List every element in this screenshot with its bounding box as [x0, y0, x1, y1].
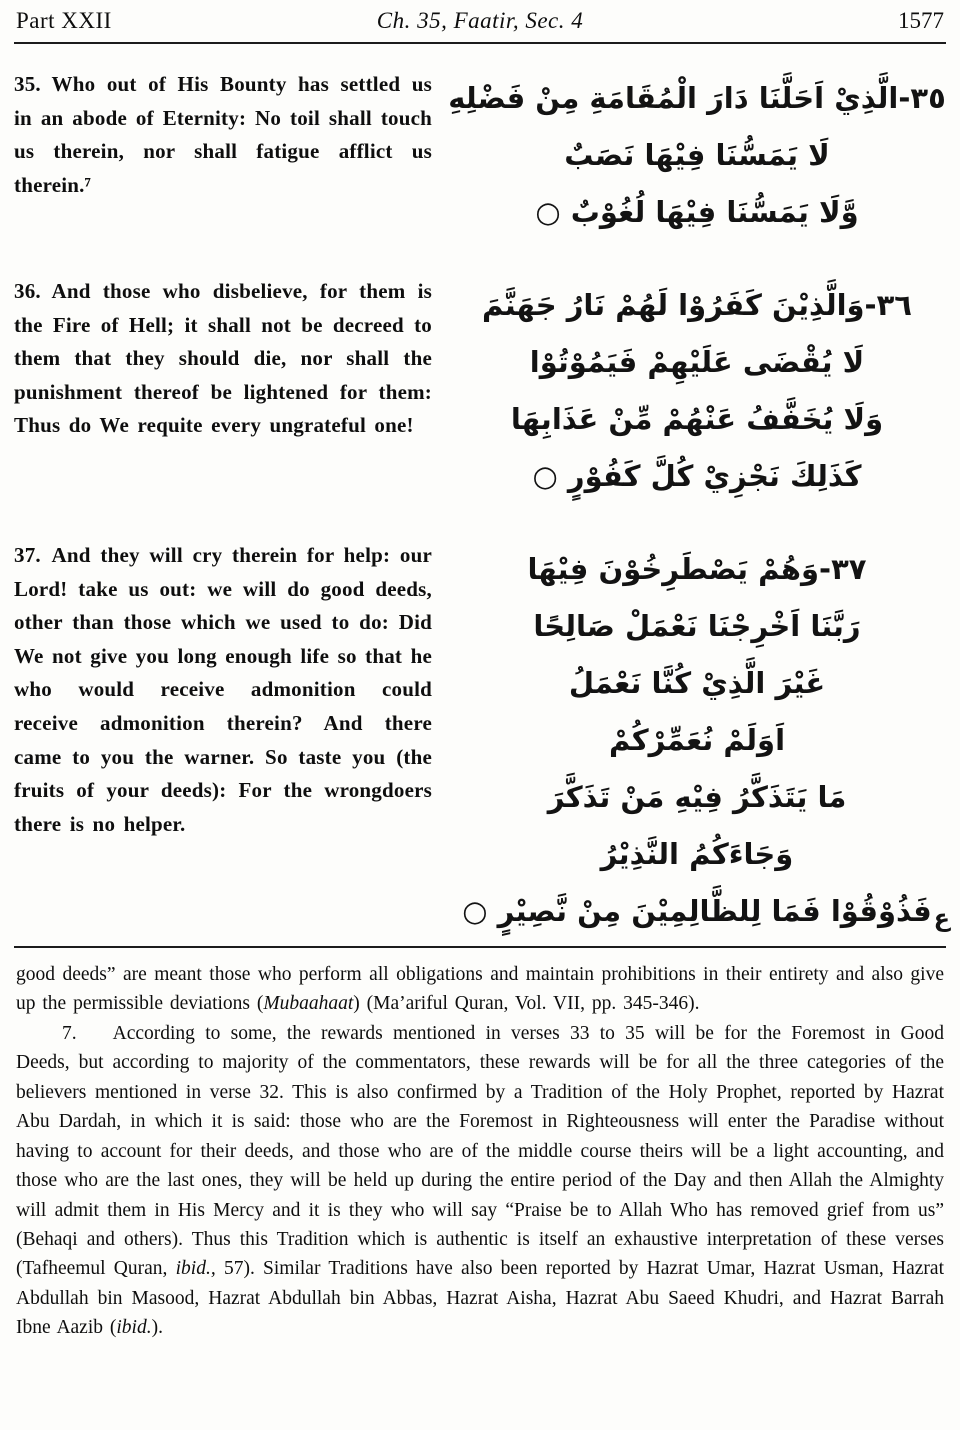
verse-37-translation: 37. And they will cry therein for help: our Lord! take us out: we will do good deeds, other than those which we used to do: Did We not give you long enough life so that he who would receive admonition could receive admonition therein? And there came to you the warner. So taste you (the fruits of your deeds): For the wrongdoers there is no helper. — [14, 543, 432, 836]
arabic-line: لَا يُقْضَى عَلَيْهِمْ فَيَمُوْتُوْا — [529, 345, 865, 379]
page-number: 1577 — [898, 8, 944, 33]
verse-36-translation: 36. And those who disbelieve, for them is the Fire of Hell; it shall not be decreed to them that they should die, nor shall the punishment thereof be lightened for them: Thus do We requite every ungrateful one! — [14, 279, 432, 438]
footnote-continuation: good deeds” are meant those who perform all obligations and maintain prohibitions in their entirety and also give up the permissible deviations (Mubaahaat) (Ma’ariful Quran, Vol. VII, pp. 345-346). — [16, 964, 944, 1015]
arabic-line: ٣٦-وَالَّذِيْنَ كَفَرُوْا لَهُمْ نَارُ جَهَنَّمَ — [481, 288, 913, 322]
verse-35 — [14, 68, 946, 241]
arabic-line: وَلَا يُخَفَّفُ عَنْهُمْ مِّنْ عَذَابِهَا — [510, 402, 884, 436]
arabic-line: كَذَلِكَ نَجْزِيْ كُلَّ كَفُوْرٍ ○ — [532, 459, 862, 493]
arabic-line: وَجَاءَكُمُ النَّذِيْرُ — [600, 837, 794, 871]
part-label: Part XXII — [16, 8, 112, 33]
footnote-number: 7. — [62, 1022, 77, 1044]
arabic-line: فَذُوْقُوْا فَمَا لِلظَّالِمِيْنَ مِنْ نَّصِيْرٍ ○ — [462, 894, 932, 928]
ruku-marker: ع — [933, 904, 950, 932]
page-header — [14, 4, 946, 42]
footnote-7-text: According to some, the rewards mentioned in verses 33 to 35 will be for the Foremost in Good Deeds, but according to majority of the commentators, these rewards will be for all the three categories of the believers mentioned in verse 32. This is also confirmed by a Tradition of the Holy Prophet, reported by Hazrat Abu Dardah, in which it is said: those who are the Foremost in Righteousness will enter the Paradise without having to account for their deeds, and those who are of the middle course theirs will be a light accounting, and those who are the last ones, they will be held up during the entire period of the Day and then Allah the Almighty will admit them in His Mercy and it is they who will say “Praise be to Allah Who has removed grief from us” (Behaqi and others). Thus this Tradition which is authentic is itself an exhaustive interpretation of these verses (Tafheemul Quran, ibid., 57). Similar Traditions have also been reported by Hazrat Umar, Hazrat Usman, Hazrat Abdullah bin Masood, Hazrat Abdullah bin Abbas, Hazrat Aisha, Hazrat Abu Saeed Khudri, and Hazrat Barrah Ibne Aazib (ibid.). — [16, 1022, 944, 1339]
arabic-line: لَا يَمَسُّنَا فِيْهَا نَصَبٌ — [564, 138, 830, 172]
chapter-label: Ch. 35, Faatir, Sec. 4 — [376, 8, 584, 33]
footnote-7 — [16, 1019, 944, 1343]
arabic-line: ٣٧-وَهُمْ يَصْطَرِخُوْنَ فِيْهَا — [527, 552, 867, 586]
arabic-line: مَا يَتَذَكَّرُ فِيْهِ مَنْ تَذَكَّرَ — [547, 780, 847, 814]
arabic-line: رَبَّنَا اَخْرِجْنَا نَعْمَلْ صَالِحًا — [533, 609, 861, 643]
arabic-line: اَوَلَمْ نُعَمِّرْكُمْ — [608, 723, 786, 757]
footnotes-section — [14, 948, 946, 1343]
arabic-line: ٣٥-الَّذِيْ اَحَلَّنَا دَارَ الْمُقَامَةِ مِنْ فَضْلِهِ — [448, 81, 946, 115]
verses-section — [14, 44, 950, 946]
verse-35-arabic — [448, 68, 946, 241]
arabic-line: وَّلَا يَمَسُّنَا فِيْهَا لُغُوْبٌ ○ — [535, 195, 859, 229]
verse-37-arabic — [448, 539, 950, 940]
verse-36 — [14, 275, 946, 505]
arabic-line: غَيْرَ الَّذِيْ كُنَّا نَعْمَلُ — [568, 666, 826, 700]
verse-35-translation: 35. Who out of His Bounty has settled us in an abode of Eternity: No toil shall touch us therein, nor shall fatigue afflict us therein.⁷ — [14, 72, 432, 197]
verse-36-arabic — [448, 275, 946, 505]
verse-37 — [14, 539, 950, 940]
